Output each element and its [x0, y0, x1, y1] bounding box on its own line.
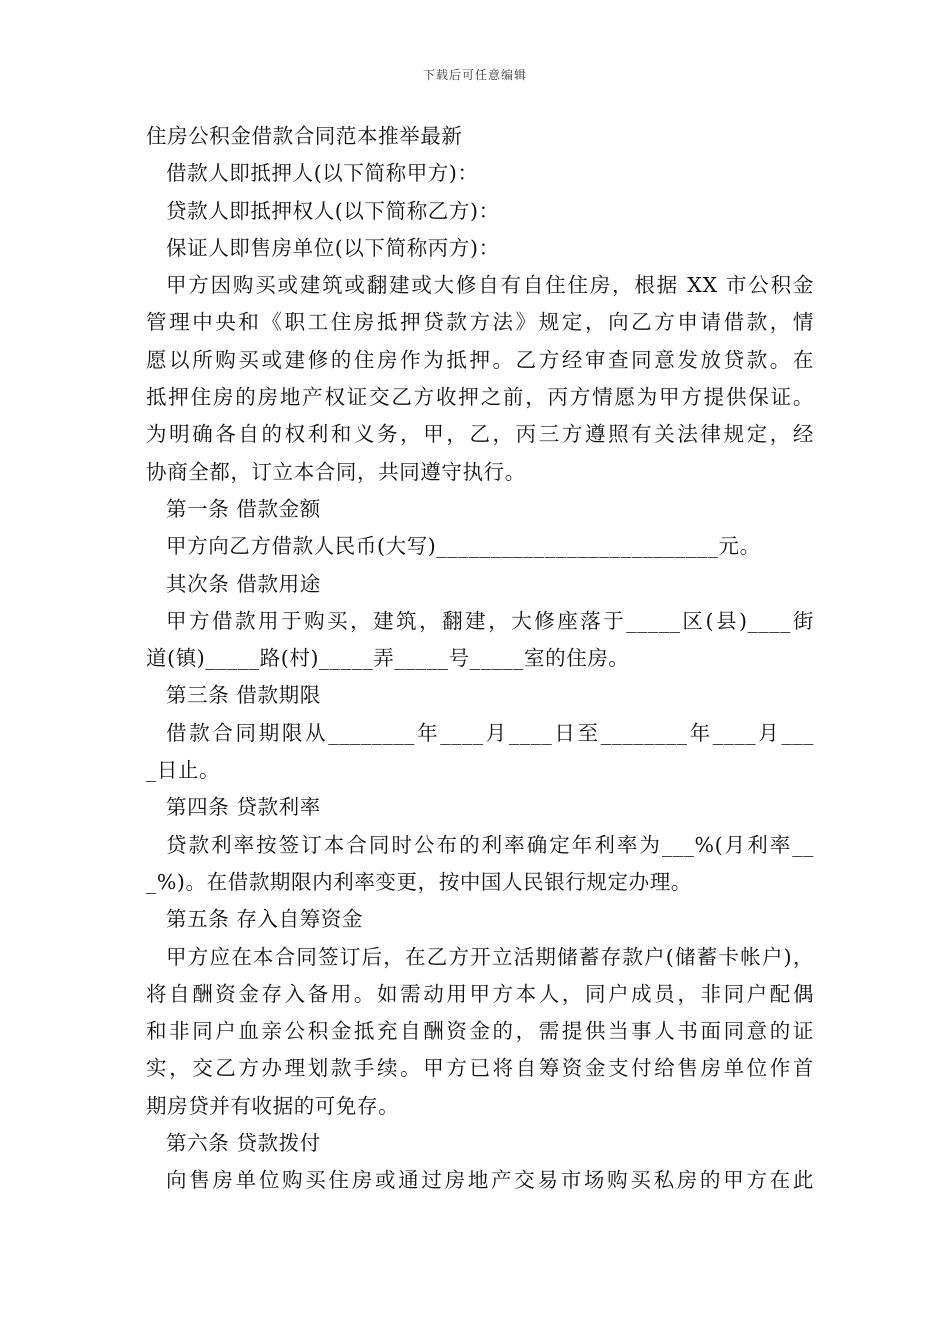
- party-b-line: 贷款人即抵押权人(以下简称乙方)：: [166, 198, 500, 223]
- article-text-line: 道(镇)_____路(村)_____弄_____号_____室的住房。: [146, 646, 630, 671]
- party-c-line: 保证人即售房单位(以下简称丙方)：: [166, 235, 500, 260]
- preamble-line: 为明确各自的权利和义务，甲，乙，丙三方遵照有关法律规定，经: [146, 422, 814, 447]
- article-heading: 第六条 贷款拨付: [166, 1131, 321, 1156]
- article-text-line: 向售房单位购买住房或通过房地产交易市场购买私房的甲方在此: [166, 1168, 814, 1193]
- article-text-line: _%)。在借款期限内利率变更，按中国人民银行规定办理。: [146, 869, 692, 894]
- article-text-line: 期房贷并有收据的可免存。: [146, 1093, 400, 1118]
- preamble-line: 协商全都，订立本合同，共同遵守执行。: [146, 459, 526, 484]
- article-heading: 第三条 借款期限: [166, 683, 321, 708]
- preamble-line: 抵押住房的房地产权证交乙方收押之前，丙方情愿为甲方提供保证。: [146, 385, 814, 410]
- article-text-line: 和非同户血亲公积金抵充自酬资金的，需提供当事人书面同意的证: [146, 1019, 814, 1044]
- article-text-line: 甲方向乙方借款人民币(大写)__________________________元。: [166, 534, 761, 559]
- preamble-line: 管理中央和《职工住房抵押贷款方法》规定，向乙方申请借款，情: [146, 310, 814, 335]
- party-a-line: 借款人即抵押人(以下简称甲方)：: [166, 161, 479, 186]
- article-heading: 第五条 存入自筹资金: [166, 907, 364, 932]
- document-title: 住房公积金借款合同范本推举最新: [146, 124, 463, 148]
- article-text-line: 借款合同期限从________年____月____日至________年____月___: [166, 720, 814, 745]
- article-text-line: 甲方借款用于购买，建筑，翻建，大修座落于_____区(县)____街: [166, 608, 814, 633]
- article-text-line: 实，交乙方办理划款手续。甲方已将自筹资金支付给售房单位作首: [146, 1056, 814, 1081]
- article-text-line: _日止。: [146, 758, 221, 783]
- article-text-line: 将自酬资金存入备用。如需动用甲方本人，同户成员，非同户配偶: [146, 981, 814, 1006]
- preamble-line: 甲方因购买或建筑或翻建或大修自有自住住房，根据 XX 市公积金: [166, 273, 814, 298]
- article-heading: 第一条 借款金额: [166, 496, 321, 521]
- preamble-line: 愿以所购买或建修的住房作为抵押。乙方经审查同意发放贷款。在: [146, 347, 814, 372]
- article-heading: 第四条 贷款利率: [166, 795, 321, 820]
- article-text-line: 甲方应在本合同签订后，在乙方开立活期储蓄存款户(储蓄卡帐户)，: [166, 944, 814, 969]
- document-body: [146, 118, 814, 1200]
- page-header: 下载后可任意编辑: [422, 68, 527, 82]
- article-text-line: 贷款利率按签订本合同时公布的利率确定年利率为___%(月利率__: [166, 832, 814, 857]
- article-heading: 其次条 借款用途: [166, 571, 321, 596]
